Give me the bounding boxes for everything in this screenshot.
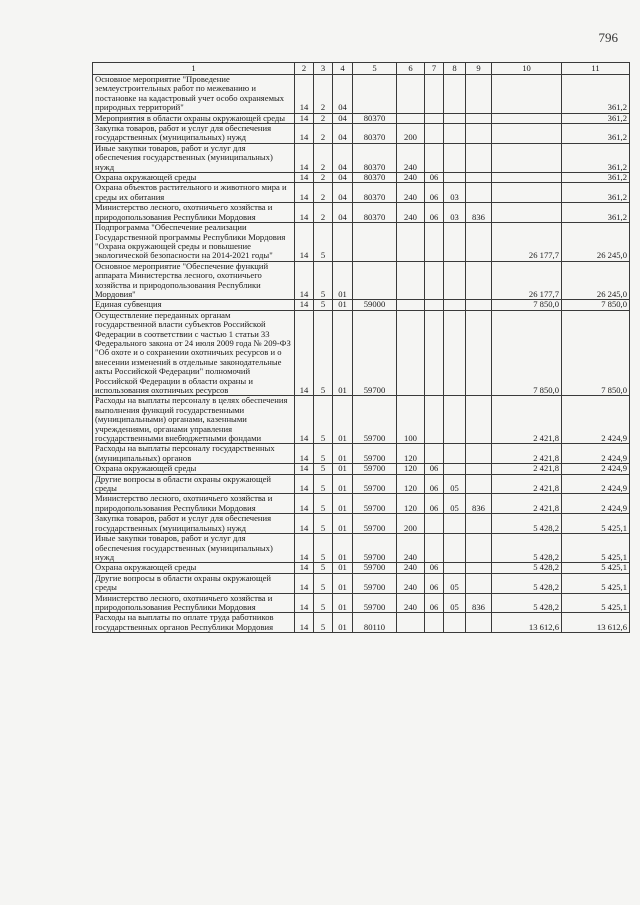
code-cell <box>425 261 444 300</box>
table-header-row <box>93 63 630 75</box>
code-cell <box>353 261 397 300</box>
code-cell: 14 <box>295 310 314 396</box>
amount-cell: 7 850,0 <box>492 310 562 396</box>
amount-cell <box>492 173 562 183</box>
code-cell <box>444 534 466 563</box>
code-cell <box>397 223 425 262</box>
description-cell: Основное мероприятие "Проведение землеустроительных работ по межеванию и постановке на кадастровый учет особо охраняемых природных территорий" <box>93 75 295 114</box>
code-cell <box>444 613 466 633</box>
code-cell: 2 <box>314 183 333 203</box>
code-cell: 80370 <box>353 143 397 172</box>
code-cell: 120 <box>397 494 425 514</box>
code-cell <box>466 124 492 144</box>
column-header: 1 <box>93 63 295 75</box>
code-cell: 04 <box>333 75 353 114</box>
code-cell: 06 <box>425 474 444 494</box>
code-cell <box>444 563 466 573</box>
code-cell <box>444 300 466 310</box>
description-cell: Другие вопросы в области охраны окружающей среды <box>93 573 295 593</box>
amount-cell: 7 850,0 <box>562 300 630 310</box>
code-cell: 05 <box>444 494 466 514</box>
column-header: 7 <box>425 63 444 75</box>
description-cell: Охрана объектов растительного и животного мира и среды их обитания <box>93 183 295 203</box>
description-cell: Иные закупки товаров, работ и услуг для обеспечения государственных (муниципальных) нужд <box>93 143 295 172</box>
code-cell: 01 <box>333 494 353 514</box>
code-cell: 14 <box>295 113 314 123</box>
code-cell: 5 <box>314 310 333 396</box>
code-cell: 80110 <box>353 613 397 633</box>
code-cell: 14 <box>295 534 314 563</box>
amount-cell: 13 612,6 <box>562 613 630 633</box>
code-cell <box>466 474 492 494</box>
amount-cell: 2 424,9 <box>562 474 630 494</box>
page-number: 796 <box>598 30 618 45</box>
code-cell: 14 <box>295 593 314 613</box>
code-cell: 2 <box>314 124 333 144</box>
code-cell <box>466 444 492 464</box>
code-cell: 240 <box>397 143 425 172</box>
description-cell: Закупка товаров, работ и услуг для обеспечения государственных (муниципальных) нужд <box>93 514 295 534</box>
code-cell: 59700 <box>353 514 397 534</box>
amount-cell <box>492 203 562 223</box>
code-cell: 5 <box>314 261 333 300</box>
description-cell: Расходы на выплаты персоналу государственных (муниципальных) органов <box>93 444 295 464</box>
code-cell: 14 <box>295 563 314 573</box>
table-row <box>93 464 630 474</box>
code-cell: 01 <box>333 613 353 633</box>
code-cell: 5 <box>314 613 333 633</box>
code-cell: 80370 <box>353 173 397 183</box>
code-cell <box>444 464 466 474</box>
description-cell: Иные закупки товаров, работ и услуг для обеспечения государственных (муниципальных) нужд <box>93 534 295 563</box>
code-cell: 5 <box>314 300 333 310</box>
code-cell: 240 <box>397 183 425 203</box>
code-cell: 01 <box>333 593 353 613</box>
code-cell <box>466 563 492 573</box>
code-cell: 59700 <box>353 396 397 444</box>
code-cell: 59700 <box>353 563 397 573</box>
code-cell: 01 <box>333 573 353 593</box>
description-cell: Министерство лесного, охотничьего хозяйства и природопользования Республики Мордовия <box>93 494 295 514</box>
code-cell: 5 <box>314 573 333 593</box>
code-cell <box>444 124 466 144</box>
amount-cell: 361,2 <box>562 173 630 183</box>
code-cell <box>444 143 466 172</box>
column-header: 8 <box>444 63 466 75</box>
amount-cell: 2 424,9 <box>562 464 630 474</box>
table-row <box>93 396 630 444</box>
code-cell: 240 <box>397 173 425 183</box>
amount-cell: 2 424,9 <box>562 494 630 514</box>
code-cell: 5 <box>314 514 333 534</box>
code-cell: 03 <box>444 203 466 223</box>
code-cell: 5 <box>314 534 333 563</box>
code-cell: 2 <box>314 143 333 172</box>
table-row <box>93 75 630 114</box>
code-cell: 05 <box>444 474 466 494</box>
code-cell: 01 <box>333 261 353 300</box>
code-cell <box>425 113 444 123</box>
amount-cell <box>492 143 562 172</box>
code-cell: 14 <box>295 261 314 300</box>
code-cell: 06 <box>425 593 444 613</box>
amount-cell: 361,2 <box>562 124 630 144</box>
code-cell <box>425 223 444 262</box>
amount-cell: 5 428,2 <box>492 573 562 593</box>
description-cell: Мероприятия в области охраны окружающей среды <box>93 113 295 123</box>
amount-cell: 361,2 <box>562 203 630 223</box>
table-body <box>93 75 630 633</box>
code-cell <box>425 514 444 534</box>
code-cell: 06 <box>425 183 444 203</box>
code-cell <box>466 464 492 474</box>
amount-cell: 5 425,1 <box>562 593 630 613</box>
code-cell <box>466 143 492 172</box>
amount-cell <box>492 75 562 114</box>
code-cell: 59700 <box>353 534 397 563</box>
description-cell: Министерство лесного, охотничьего хозяйства и природопользования Республики Мордовия <box>93 203 295 223</box>
code-cell: 14 <box>295 124 314 144</box>
column-header: 10 <box>492 63 562 75</box>
table-row <box>93 613 630 633</box>
amount-cell: 5 428,2 <box>492 534 562 563</box>
code-cell: 14 <box>295 203 314 223</box>
code-cell: 5 <box>314 223 333 262</box>
code-cell: 836 <box>466 494 492 514</box>
amount-cell: 7 850,0 <box>562 310 630 396</box>
code-cell: 05 <box>444 573 466 593</box>
code-cell: 01 <box>333 514 353 534</box>
table-row <box>93 444 630 464</box>
table-row <box>93 593 630 613</box>
table-row <box>93 514 630 534</box>
code-cell: 5 <box>314 474 333 494</box>
code-cell: 14 <box>295 173 314 183</box>
code-cell: 14 <box>295 474 314 494</box>
description-cell: Охрана окружающей среды <box>93 464 295 474</box>
table-row <box>93 573 630 593</box>
code-cell <box>397 613 425 633</box>
column-header: 11 <box>562 63 630 75</box>
code-cell: 04 <box>333 183 353 203</box>
code-cell <box>444 396 466 444</box>
code-cell: 06 <box>425 563 444 573</box>
description-cell: Охрана окружающей среды <box>93 563 295 573</box>
code-cell: 01 <box>333 534 353 563</box>
amount-cell: 13 612,6 <box>492 613 562 633</box>
code-cell: 04 <box>333 203 353 223</box>
code-cell <box>444 261 466 300</box>
code-cell <box>425 75 444 114</box>
code-cell: 120 <box>397 464 425 474</box>
code-cell <box>466 534 492 563</box>
code-cell: 80370 <box>353 124 397 144</box>
code-cell: 2 <box>314 173 333 183</box>
column-header: 4 <box>333 63 353 75</box>
code-cell <box>466 173 492 183</box>
code-cell: 2 <box>314 113 333 123</box>
code-cell: 5 <box>314 563 333 573</box>
code-cell: 100 <box>397 396 425 444</box>
description-cell: Министерство лесного, охотничьего хозяйства и природопользования Республики Мордовия <box>93 593 295 613</box>
code-cell: 240 <box>397 563 425 573</box>
amount-cell <box>492 124 562 144</box>
code-cell: 59700 <box>353 494 397 514</box>
amount-cell <box>492 113 562 123</box>
code-cell: 59700 <box>353 474 397 494</box>
code-cell <box>397 261 425 300</box>
code-cell <box>425 444 444 464</box>
code-cell <box>466 514 492 534</box>
amount-cell: 361,2 <box>562 75 630 114</box>
code-cell: 59000 <box>353 300 397 310</box>
code-cell <box>444 223 466 262</box>
code-cell: 5 <box>314 464 333 474</box>
column-header: 5 <box>353 63 397 75</box>
amount-cell: 2 421,8 <box>492 396 562 444</box>
code-cell: 120 <box>397 444 425 464</box>
code-cell: 14 <box>295 613 314 633</box>
code-cell: 59700 <box>353 573 397 593</box>
amount-cell: 5 428,2 <box>492 514 562 534</box>
table-row <box>93 113 630 123</box>
table-row <box>93 143 630 172</box>
code-cell: 59700 <box>353 444 397 464</box>
code-cell <box>444 173 466 183</box>
table-row <box>93 261 630 300</box>
code-cell: 01 <box>333 444 353 464</box>
amount-cell: 26 245,0 <box>562 261 630 300</box>
code-cell: 80370 <box>353 203 397 223</box>
code-cell: 14 <box>295 396 314 444</box>
table-row <box>93 300 630 310</box>
code-cell: 200 <box>397 124 425 144</box>
code-cell <box>466 183 492 203</box>
table-row <box>93 124 630 144</box>
code-cell <box>444 444 466 464</box>
code-cell <box>425 534 444 563</box>
amount-cell: 5 425,1 <box>562 514 630 534</box>
amount-cell: 5 425,1 <box>562 573 630 593</box>
code-cell <box>425 143 444 172</box>
amount-cell: 2 424,9 <box>562 396 630 444</box>
code-cell: 5 <box>314 593 333 613</box>
code-cell: 01 <box>333 464 353 474</box>
code-cell: 2 <box>314 203 333 223</box>
code-cell: 5 <box>314 494 333 514</box>
code-cell: 836 <box>466 203 492 223</box>
table-row <box>93 173 630 183</box>
code-cell: 04 <box>333 143 353 172</box>
amount-cell: 5 428,2 <box>492 593 562 613</box>
code-cell <box>353 75 397 114</box>
description-cell: Основное мероприятие "Обеспечение функций аппарата Министерства лесного, охотничьего хозяйства и природопользования Республики Мордовия" <box>93 261 295 300</box>
code-cell: 80370 <box>353 183 397 203</box>
code-cell <box>466 75 492 114</box>
code-cell: 04 <box>333 173 353 183</box>
amount-cell: 7 850,0 <box>492 300 562 310</box>
code-cell: 14 <box>295 514 314 534</box>
amount-cell <box>492 183 562 203</box>
amount-cell: 2 424,9 <box>562 444 630 464</box>
code-cell <box>333 223 353 262</box>
budget-table <box>92 62 630 633</box>
code-cell <box>397 300 425 310</box>
code-cell <box>444 310 466 396</box>
code-cell <box>425 613 444 633</box>
table-row <box>93 203 630 223</box>
amount-cell: 2 421,8 <box>492 464 562 474</box>
description-cell: Единая субвенция <box>93 300 295 310</box>
description-cell: Расходы на выплаты персоналу в целях обеспечения выполнения функций государственными (муниципальными) органами, казенными учреждениями, органами управления государственными внебюджетными фондами <box>93 396 295 444</box>
code-cell: 14 <box>295 183 314 203</box>
code-cell: 836 <box>466 593 492 613</box>
code-cell <box>397 113 425 123</box>
table-row <box>93 534 630 563</box>
code-cell <box>444 75 466 114</box>
code-cell: 120 <box>397 474 425 494</box>
column-header: 6 <box>397 63 425 75</box>
code-cell <box>353 223 397 262</box>
code-cell <box>425 124 444 144</box>
table-row <box>93 310 630 396</box>
code-cell: 05 <box>444 593 466 613</box>
code-cell: 06 <box>425 203 444 223</box>
code-cell <box>425 300 444 310</box>
description-cell: Расходы на выплаты по оплате труда работников государственных органов Республики Мордовия <box>93 613 295 633</box>
code-cell: 240 <box>397 534 425 563</box>
description-cell: Осуществление переданных органам государственной власти субъектов Российской Федерации в соответствии с частью 1 статьи 33 Федерального закона от 24 июля 2009 года № 209-ФЗ "Об охоте и о сохранении охотничьих ресурсов и о внесении изменений в отдельные законодательные акты Российской Федерации" полномочий Российской Федерации в области охраны и использования охотничьих ресурсов <box>93 310 295 396</box>
code-cell: 01 <box>333 396 353 444</box>
code-cell: 240 <box>397 593 425 613</box>
amount-cell: 26 177,7 <box>492 223 562 262</box>
code-cell: 06 <box>425 464 444 474</box>
table-row <box>93 494 630 514</box>
code-cell <box>466 300 492 310</box>
amount-cell: 5 428,2 <box>492 563 562 573</box>
code-cell: 59700 <box>353 593 397 613</box>
code-cell: 04 <box>333 113 353 123</box>
code-cell: 06 <box>425 573 444 593</box>
code-cell: 5 <box>314 444 333 464</box>
code-cell: 5 <box>314 396 333 444</box>
code-cell: 01 <box>333 563 353 573</box>
description-cell: Закупка товаров, работ и услуг для обеспечения государственных (муниципальных) нужд <box>93 124 295 144</box>
code-cell: 14 <box>295 494 314 514</box>
code-cell <box>466 310 492 396</box>
amount-cell: 361,2 <box>562 183 630 203</box>
amount-cell: 2 421,8 <box>492 444 562 464</box>
code-cell <box>466 113 492 123</box>
amount-cell: 5 425,1 <box>562 534 630 563</box>
code-cell: 14 <box>295 143 314 172</box>
code-cell <box>466 613 492 633</box>
code-cell: 14 <box>295 75 314 114</box>
table-row <box>93 474 630 494</box>
amount-cell: 5 425,1 <box>562 563 630 573</box>
table-row <box>93 563 630 573</box>
code-cell <box>444 514 466 534</box>
code-cell: 14 <box>295 573 314 593</box>
column-header: 9 <box>466 63 492 75</box>
amount-cell: 26 245,0 <box>562 223 630 262</box>
code-cell: 59700 <box>353 464 397 474</box>
code-cell: 01 <box>333 310 353 396</box>
code-cell: 03 <box>444 183 466 203</box>
code-cell: 01 <box>333 474 353 494</box>
column-header: 3 <box>314 63 333 75</box>
code-cell: 14 <box>295 464 314 474</box>
amount-cell: 361,2 <box>562 113 630 123</box>
code-cell: 14 <box>295 300 314 310</box>
amount-cell: 26 177,7 <box>492 261 562 300</box>
amount-cell: 361,2 <box>562 143 630 172</box>
description-cell: Охрана окружающей среды <box>93 173 295 183</box>
code-cell: 14 <box>295 444 314 464</box>
code-cell: 04 <box>333 124 353 144</box>
amount-cell: 2 421,8 <box>492 474 562 494</box>
column-header: 2 <box>295 63 314 75</box>
code-cell <box>397 310 425 396</box>
code-cell <box>425 310 444 396</box>
amount-cell: 2 421,8 <box>492 494 562 514</box>
table-row <box>93 183 630 203</box>
code-cell <box>466 573 492 593</box>
code-cell: 01 <box>333 300 353 310</box>
code-cell: 06 <box>425 494 444 514</box>
code-cell: 06 <box>425 173 444 183</box>
code-cell: 240 <box>397 203 425 223</box>
code-cell: 200 <box>397 514 425 534</box>
code-cell: 59700 <box>353 310 397 396</box>
description-cell: Другие вопросы в области охраны окружающей среды <box>93 474 295 494</box>
code-cell <box>444 113 466 123</box>
code-cell: 80370 <box>353 113 397 123</box>
code-cell <box>466 261 492 300</box>
code-cell: 2 <box>314 75 333 114</box>
code-cell <box>466 396 492 444</box>
code-cell <box>397 75 425 114</box>
code-cell <box>466 223 492 262</box>
code-cell: 240 <box>397 573 425 593</box>
table-row <box>93 223 630 262</box>
code-cell <box>425 396 444 444</box>
description-cell: Подпрограмма "Обеспечение реализации Государственной программы Республики Мордовия "Охрана окружающей среды и повышение экологической безопасности на 2014-2021 годы" <box>93 223 295 262</box>
code-cell: 14 <box>295 223 314 262</box>
